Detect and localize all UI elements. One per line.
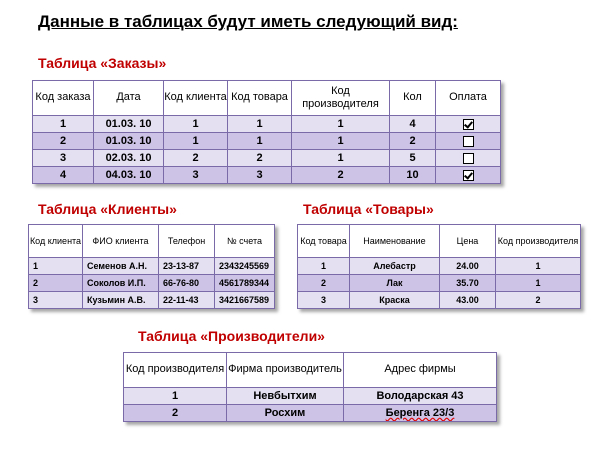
header-product-id: Код товара [228, 81, 292, 116]
table-cell: 2 [390, 133, 436, 150]
table-cell: 1 [228, 116, 292, 133]
table-row [298, 258, 581, 275]
table-cell: 1 [496, 258, 581, 275]
table-cell: 22-11-43 [159, 292, 215, 309]
goods-caption: Таблица «Товары» [303, 201, 434, 217]
clients-header-row [29, 225, 275, 258]
header-product-id: Код товара [298, 225, 350, 258]
table-cell: 1 [164, 133, 228, 150]
table-cell: 43.00 [440, 292, 496, 309]
orders-table [32, 80, 501, 184]
table-cell: 66-76-80 [159, 275, 215, 292]
table-cell: 1 [292, 133, 390, 150]
page-heading: Данные в таблицах будут иметь следующий вид: [38, 12, 458, 31]
table-cell: Соколов И.П. [83, 275, 159, 292]
table-cell: 3 [33, 150, 94, 167]
table-cell: 24.00 [440, 258, 496, 275]
table-cell: 1 [124, 388, 227, 405]
table-cell: 01.03. 10 [94, 133, 164, 150]
table-row [124, 405, 497, 422]
header-account: № счета [215, 225, 275, 258]
header-quantity: Кол [390, 81, 436, 116]
clients-table [28, 224, 275, 309]
payment-checkbox[interactable] [463, 136, 474, 147]
header-maker-id: Код производителя [496, 225, 581, 258]
table-cell: 3421667589 [215, 292, 275, 309]
table-cell: 2 [496, 292, 581, 309]
table-cell: Кузьмин А.В. [83, 292, 159, 309]
table-cell: Краска [350, 292, 440, 309]
payment-cell [436, 167, 501, 184]
table-row [298, 275, 581, 292]
table-cell: 4 [390, 116, 436, 133]
address-text: Беренга 23/3 [385, 407, 455, 419]
table-row [29, 275, 275, 292]
table-cell: 2 [228, 150, 292, 167]
table-cell: 2343245569 [215, 258, 275, 275]
table-cell: 01.03. 10 [94, 116, 164, 133]
table-cell: 5 [390, 150, 436, 167]
table-cell: 2 [292, 167, 390, 184]
table-cell: 1 [298, 258, 350, 275]
header-product-name: Наименование [350, 225, 440, 258]
table-cell: 1 [292, 116, 390, 133]
header-client-id: Код клиента [29, 225, 83, 258]
header-price: Цена [440, 225, 496, 258]
table-cell: 4561789344 [215, 275, 275, 292]
table-row [29, 258, 275, 275]
payment-cell [436, 150, 501, 167]
table-cell: 1 [29, 258, 83, 275]
table-cell: 04.03. 10 [94, 167, 164, 184]
table-cell: 3 [298, 292, 350, 309]
table-row [33, 116, 501, 133]
table-cell: Росхим [227, 405, 344, 422]
header-phone: Телефон [159, 225, 215, 258]
header-client-id: Код клиента [164, 81, 228, 116]
table-cell: 2 [29, 275, 83, 292]
header-payment: Оплата [436, 81, 501, 116]
payment-checkbox[interactable] [463, 153, 474, 164]
makers-caption: Таблица «Производители» [138, 328, 325, 344]
makers-header-row [124, 353, 497, 388]
table-cell: 1 [228, 133, 292, 150]
table-cell: 2 [33, 133, 94, 150]
header-order-id: Код заказа [33, 81, 94, 116]
table-cell: 4 [33, 167, 94, 184]
goods-header-row [298, 225, 581, 258]
table-cell: Володарская 43 [344, 388, 497, 405]
payment-checkbox[interactable] [463, 170, 474, 181]
table-row [29, 292, 275, 309]
makers-table [123, 352, 497, 422]
header-maker-name: Фирма производитель [227, 353, 344, 388]
table-cell: Лак [350, 275, 440, 292]
table-cell: 3 [29, 292, 83, 309]
goods-table [297, 224, 581, 309]
table-cell: Невбытхим [227, 388, 344, 405]
table-cell: 1 [496, 275, 581, 292]
table-cell: 10 [390, 167, 436, 184]
table-row [298, 292, 581, 309]
header-maker-id: Код производителя [124, 353, 227, 388]
orders-caption: Таблица «Заказы» [38, 55, 167, 71]
header-maker-address: Адрес фирмы [344, 353, 497, 388]
table-cell: 1 [33, 116, 94, 133]
table-cell: 2 [298, 275, 350, 292]
table-row [33, 150, 501, 167]
table-cell: 2 [124, 405, 227, 422]
header-date: Дата [94, 81, 164, 116]
table-row [33, 133, 501, 150]
table-cell: Семенов А.Н. [83, 258, 159, 275]
table-cell: 02.03. 10 [94, 150, 164, 167]
table-cell: 3 [228, 167, 292, 184]
table-cell: 2 [164, 150, 228, 167]
table-row [124, 388, 497, 405]
table-cell: 1 [292, 150, 390, 167]
table-cell [344, 405, 497, 422]
table-cell: 35.70 [440, 275, 496, 292]
payment-cell [436, 116, 501, 133]
payment-checkbox[interactable] [463, 119, 474, 130]
header-maker-id: Код производителя [292, 81, 390, 116]
orders-header-row [33, 81, 501, 116]
table-row [33, 167, 501, 184]
header-client-name: ФИО клиента [83, 225, 159, 258]
table-cell: 23-13-87 [159, 258, 215, 275]
payment-cell [436, 133, 501, 150]
clients-caption: Таблица «Клиенты» [38, 201, 177, 217]
table-cell: Алебастр [350, 258, 440, 275]
table-cell: 3 [164, 167, 228, 184]
table-cell: 1 [164, 116, 228, 133]
